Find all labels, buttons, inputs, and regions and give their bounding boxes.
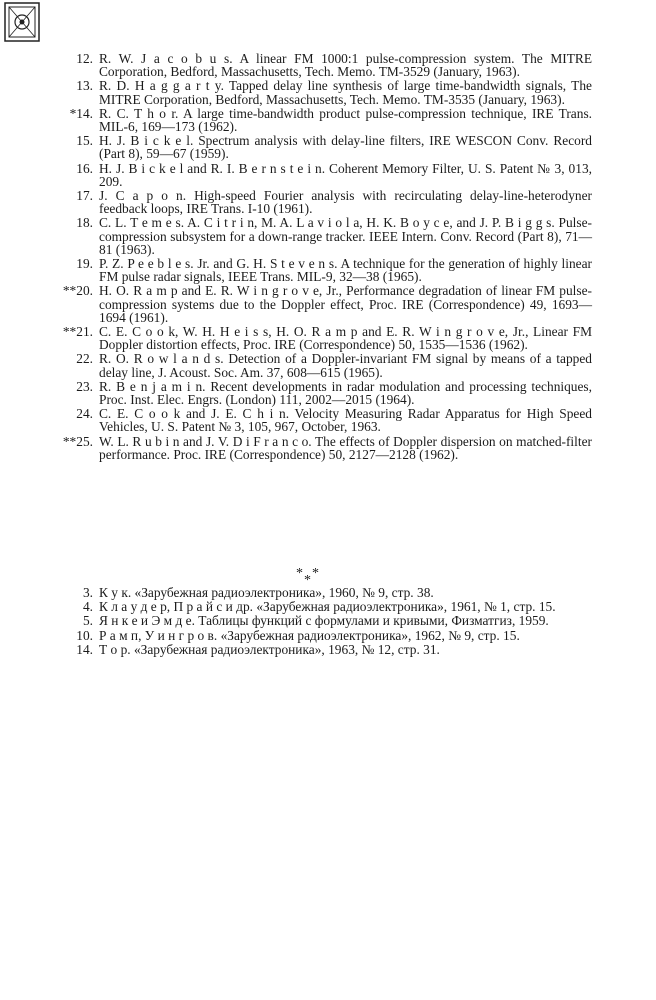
reference-text: P. Z. P e e b l e s. Jr. and G. H. S t e v e n s. A technique for the generation of highly linear FM pulse radar signals, IEEE Trans. MIL-9, 32—38 (1965). [99,256,592,285]
reference-text: C. L. T e m e s. A. C i t r i n, M. A. L a v i o l a, H. K. B o y c e, and J. P. B i g g s. Pulse-compression subsystem for a down-range tracker. IEEE Intern. Conv. Record (Part 8), 71—81 (1963). [99,215,592,257]
reference-item-20 [0,284,656,324]
reference-item-ru-3 [0,586,656,599]
reference-number: 17. [76,188,93,204]
reference-item-25 [0,435,656,461]
reference-item-17 [0,189,656,215]
reference-item-ru-4 [0,600,656,613]
reference-item-21 [0,325,656,351]
reference-number: 18. [76,215,93,231]
reference-number: **21. [62,324,93,340]
reference-text: H. O. R a m p and E. R. W i n g r o v e, Jr., Performance degradation of linear FM pulse-compression systems due to the Doppler effect, Proc. IRE (Correspondence) 49, 1693—1694 (1961). [99,283,592,325]
reference-number: 3. [82,585,93,600]
reference-item-13 [0,79,656,105]
reference-text: H. J. B i c k e l and R. I. B e r n s t e i n. Coherent Memory Filter, U. S. Patent № 3, 013, 209. [99,160,592,189]
reference-number: 16. [76,160,93,176]
reference-item-ru-10 [0,629,656,642]
reference-item-ru-14 [0,643,656,656]
reference-number: **20. [62,283,93,299]
reference-list-russian [0,586,656,657]
corner-ornament-icon [4,2,40,42]
reference-item-15 [0,134,656,160]
reference-text: Т о р. «Зарубежная радиоэлектроника», 1963, № 12, стр. 31. [99,641,440,657]
reference-number: 5. [82,613,93,629]
reference-text: К у к. «Зарубежная радиоэлектроника», 1960, № 9, стр. 38. [99,585,434,600]
reference-number: 13. [76,78,93,94]
reference-item-ru-5 [0,614,656,627]
reference-number: 12. [76,51,93,66]
star-mark: * [296,566,303,581]
reference-list-english [0,52,656,462]
reference-number: 19. [76,256,93,272]
reference-item-22 [0,352,656,378]
reference-item-14 [0,107,656,133]
reference-item-12 [0,52,656,78]
star-mark: * [304,573,311,588]
reference-number: 22. [76,351,93,367]
reference-text: Я н к е и Э м д е. Таблицы функций с формулами и кривыми, Физматгиз, 1959. [99,613,549,629]
reference-text: R. D. H a g g a r t y. Tapped delay line synthesis of large time-bandwidth signals, The MITRE Corporation, Bedford, Massachusetts, Tech. Memo. TM-3535 (January, 1963). [99,78,592,107]
reference-number: 10. [76,627,93,643]
reference-text: H. J. B i c k e l. Spectrum analysis with delay-line filters, IRE WESCON Conv. Record (Part 8), 59—67 (1959). [99,133,592,162]
reference-number: 15. [76,133,93,149]
reference-number: **25. [62,433,93,449]
reference-text: К л а у д е р, П р а й с и др. «Зарубежная радиоэлектроника», 1961, № 1, стр. 15. [99,599,556,615]
reference-text: Р а м п, У и н г р о в. «Зарубежная радиоэлектроника», 1962, № 9, стр. 15. [99,627,520,643]
reference-number: 4. [82,599,93,615]
reference-number: *14. [69,105,93,121]
reference-item-24 [0,407,656,433]
reference-text: J. C a p o n. High-speed Fourier analysis with recirculating delay-line-heterodyner feedback loops, IRE Trans. I-10 (1961). [99,188,592,217]
reference-text: C. E. C o o k, W. H. H e i s s, H. O. R a m p and E. R. W i n g r o v e, Jr., Linear FM Doppler distortion effects, Proc. IRE (Correspondence) 50, 1535—1536 (1962). [99,324,592,353]
reference-item-18 [0,216,656,256]
reference-text: C. E. C o o k and J. E. C h i n. Velocity Measuring Radar Apparatus for High Speed Vehicles, U. S. Patent № 3, 105, 967, October, 1963. [99,406,592,435]
star-mark: * [312,566,319,581]
reference-number: 23. [76,378,93,394]
reference-item-19 [0,257,656,283]
reference-item-16 [0,162,656,188]
reference-text: R. B e n j a m i n. Recent developments in radar modulation and processing techniques, Proc. Inst. Elec. Engrs. (London) 111, 2002—2015 (1964). [99,378,592,408]
reference-text: R. O. R o w l a n d s. Detection of a Doppler-invariant FM signal by means of a tapped delay line, J. Acoust. Soc. Am. 37, 608—615 (1965). [99,351,592,380]
reference-number: 24. [76,406,93,422]
reference-text: R. W. J a c o b u s. A linear FM 1000:1 pulse-compression system. The MITRE Corporation, Bedford, Massachusetts, Tech. Memo. TM-3529 (January, 1963). [99,51,592,80]
reference-item-23 [0,380,656,406]
reference-text: R. C. T h o r. A large time-bandwidth product pulse-compression technique, IRE Trans. MIL-6, 169—173 (1962). [99,105,592,135]
reference-number: 14. [76,641,93,657]
reference-text: W. L. R u b i n and J. V. D i F r a n c o. The effects of Doppler dispersion on matched-filter performance. Proc. IRE (Correspondence) 50, 2127—2128 (1962). [99,433,592,462]
